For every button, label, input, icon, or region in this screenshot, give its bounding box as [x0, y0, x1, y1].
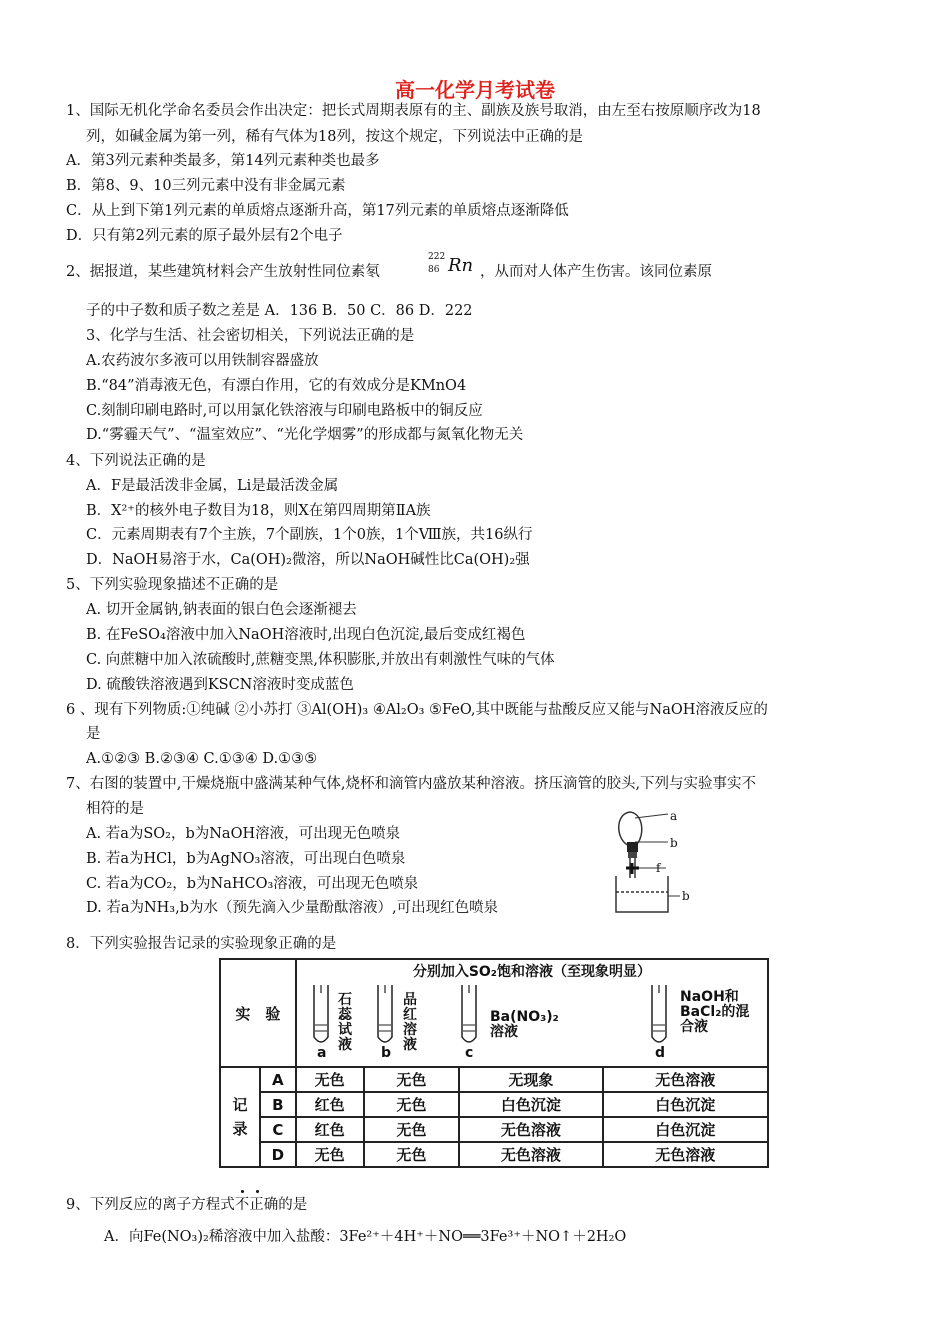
row-key: D [260, 1142, 296, 1167]
emphasis-dot [241, 1190, 244, 1193]
q7-option-c: C. 若a为CO₂，b为NaHCO₃溶液，可出现无色喷泉 [86, 876, 419, 892]
q4-option-c: C．元素周期表有7个主族，7个副族，1个0族，1个Ⅷ族，共16纵行 [86, 527, 533, 543]
q3-option-b: B.“84”消毒液无色，有漂白作用，它的有效成分是KMnO4 [86, 378, 467, 394]
radon-isotope [426, 252, 478, 282]
q1-stem-cont: 列，如碱金属为第一列，稀有气体为18列，按这个规定，下列说法中正确的是 [86, 129, 583, 145]
q1-option-d: D．只有第2列元素的原子最外层有2个电子 [66, 228, 343, 244]
q7-option-a: A. 若a为SO₂，b为NaOH溶液，可出现无色喷泉 [86, 826, 401, 842]
cell: 无色溶液 [459, 1142, 602, 1167]
q2-stem-cont: ，从而对人体产生伤害。该同位素原 [480, 264, 712, 280]
isotope-symbol: Rn [448, 255, 474, 276]
q9-stem: 9、下列反应的离子方程式不正确的是 [66, 1197, 308, 1213]
test-tube-c [462, 985, 476, 1042]
q7-stem: 7、右图的装置中,干燥烧瓶中盛满某种气体,烧杯和滴管内盛放某种溶液。挤压滴管的胶头,下列与实验事实不 [66, 776, 757, 792]
q4-option-d: D．NaOH易溶于水，Ca(OH)₂微溶，所以NaOH碱性比Ca(OH)₂强 [86, 552, 530, 568]
q6-stem: 6 、现有下列物质:①纯碱 ②小苏打 ③Al(OH)₃ ④Al₂O₃ ⑤FeO,其中既能与盐酸反应又能与NaOH溶液反应的 [66, 702, 768, 718]
label-f: f [656, 861, 661, 875]
label-b-bottom: b [682, 889, 690, 903]
q5-option-d: D. 硫酸铁溶液遇到KSCN溶液时变成蓝色 [86, 677, 354, 693]
cell: 无色 [364, 1142, 460, 1167]
q1-option-b: B．第8、9、10三列元素中没有非金属元素 [66, 178, 346, 194]
cell: 白色沉淀 [603, 1092, 768, 1117]
q5-stem: 5、下列实验现象描述不正确的是 [66, 577, 279, 593]
cell: 无色溶液 [459, 1117, 602, 1142]
tube-d-name: NaOH和BaCl₂的混合液 [680, 989, 750, 1035]
tube-b-id: b [381, 1045, 392, 1061]
experiment-header: 分别加入SO₂饱和溶液（至现象明显） [412, 964, 651, 980]
emphasis-dot [256, 1190, 259, 1193]
q5-option-b: B. 在FeSO₄溶液中加入NaOH溶液时,出现白色沉淀,最后变成红褐色 [86, 627, 526, 643]
page-title: 高一化学月考试卷 [395, 78, 555, 102]
q7-stem-cont: 相符的是 [86, 801, 144, 817]
cell: 无色 [364, 1117, 460, 1142]
q9-option-a: A．向Fe(NO₃)₂稀溶液中加入盐酸：3Fe²⁺＋4H⁺＋NO══3Fe³⁺＋NO↑＋2H₂O [104, 1229, 627, 1245]
q7-option-b: B. 若a为HCl，b为AgNO₃溶液，可出现白色喷泉 [86, 851, 406, 867]
row-key: A [260, 1067, 296, 1092]
q7-option-d: D. 若a为NH₃,b为水（预先滴入少量酚酞溶液）,可出现红色喷泉 [86, 900, 499, 916]
q2-options: 子的中子数和质子数之差是 A．136 B．50 C．86 D．222 [86, 303, 473, 319]
cell: 无色溶液 [603, 1067, 768, 1092]
q2-stem: 2、据报道，某些建筑材料会产生放射性同位素氡 [66, 264, 380, 280]
q4-option-a: A．F是最活泼非金属，Li是最活泼金属 [86, 478, 339, 494]
isotope-number: 86 [428, 265, 440, 275]
q3-option-c: C.刻制印刷电路时,可以用氯化铁溶液与印刷电路板中的铜反应 [86, 403, 483, 419]
q3-stem: 3、化学与生活、社会密切相关，下列说法正确的是 [86, 328, 415, 344]
q4-option-b: B．X²⁺的核外电子数目为18，则X在第四周期第ⅡA族 [86, 503, 431, 519]
q1-option-a: A．第3列元素种类最多，第14列元素种类也最多 [66, 153, 380, 169]
q6-options: A.①②③ B.②③④ C.①③④ D.①③⑤ [86, 751, 318, 767]
record-label: 记 录 [220, 1067, 260, 1167]
isotope-mass: 222 [428, 252, 446, 262]
q5-option-c: C. 向蔗糖中加入浓硫酸时,蔗糖变黑,体积膨胀,并放出有刺激性气味的气体 [86, 652, 555, 668]
cell: 无现象 [459, 1067, 602, 1092]
cell: 无色 [296, 1067, 364, 1092]
q8-stem: 8．下列实验报告记录的实验现象正确的是 [66, 936, 337, 952]
q1-option-c: C．从上到下第1列元素的单质熔点逐渐升高，第17列元素的单质熔点逐渐降低 [66, 203, 569, 219]
rubber-stopper [627, 842, 638, 852]
q1-stem: 1、国际无机化学命名委员会作出决定：把长式周期表原有的主、副族及族号取消，由左至右按原顺序改为18 [66, 103, 761, 119]
cell: 无色 [296, 1142, 364, 1167]
tube-a-id: a [317, 1045, 327, 1061]
row-key: C [260, 1117, 296, 1142]
q3-option-d: D.“雾霾天气”、“温室效应”、“光化学烟雾”的形成都与氮氧化物无关 [86, 427, 524, 443]
tube-b-name: 品红溶液 [403, 992, 417, 1053]
cell: 红色 [296, 1117, 364, 1142]
cell: 无色溶液 [603, 1142, 768, 1167]
q4-stem: 4、下列说法正确的是 [66, 453, 206, 469]
q3-option-a: A.农药波尔多液可以用铁制容器盛放 [86, 353, 319, 369]
cell: 无色 [364, 1092, 460, 1117]
dropper-bulb [628, 852, 637, 858]
cell: 红色 [296, 1092, 364, 1117]
cell: 白色沉淀 [459, 1092, 602, 1117]
cell: 无色 [364, 1067, 460, 1092]
tube-c-name: Ba(NO₃)₂溶液 [490, 1009, 559, 1040]
cell: 白色沉淀 [603, 1117, 768, 1142]
label-a: a [670, 809, 678, 823]
beaker [616, 876, 668, 912]
q6-stem-cont: 是 [86, 726, 101, 742]
tube-a-name: 石蕊试液 [338, 992, 352, 1053]
test-tube-b [378, 985, 392, 1042]
q5-option-a: A. 切开金属钠,钠表面的银白色会逐渐褪去 [86, 602, 357, 618]
experiment-label: 实 验 [220, 959, 296, 1067]
tube-d-id: d [655, 1045, 666, 1061]
row-key: B [260, 1092, 296, 1117]
test-tube-d [652, 985, 666, 1042]
label-b-top: b [670, 836, 678, 850]
tube-c-id: c [465, 1045, 474, 1061]
test-tube-a [314, 985, 328, 1042]
